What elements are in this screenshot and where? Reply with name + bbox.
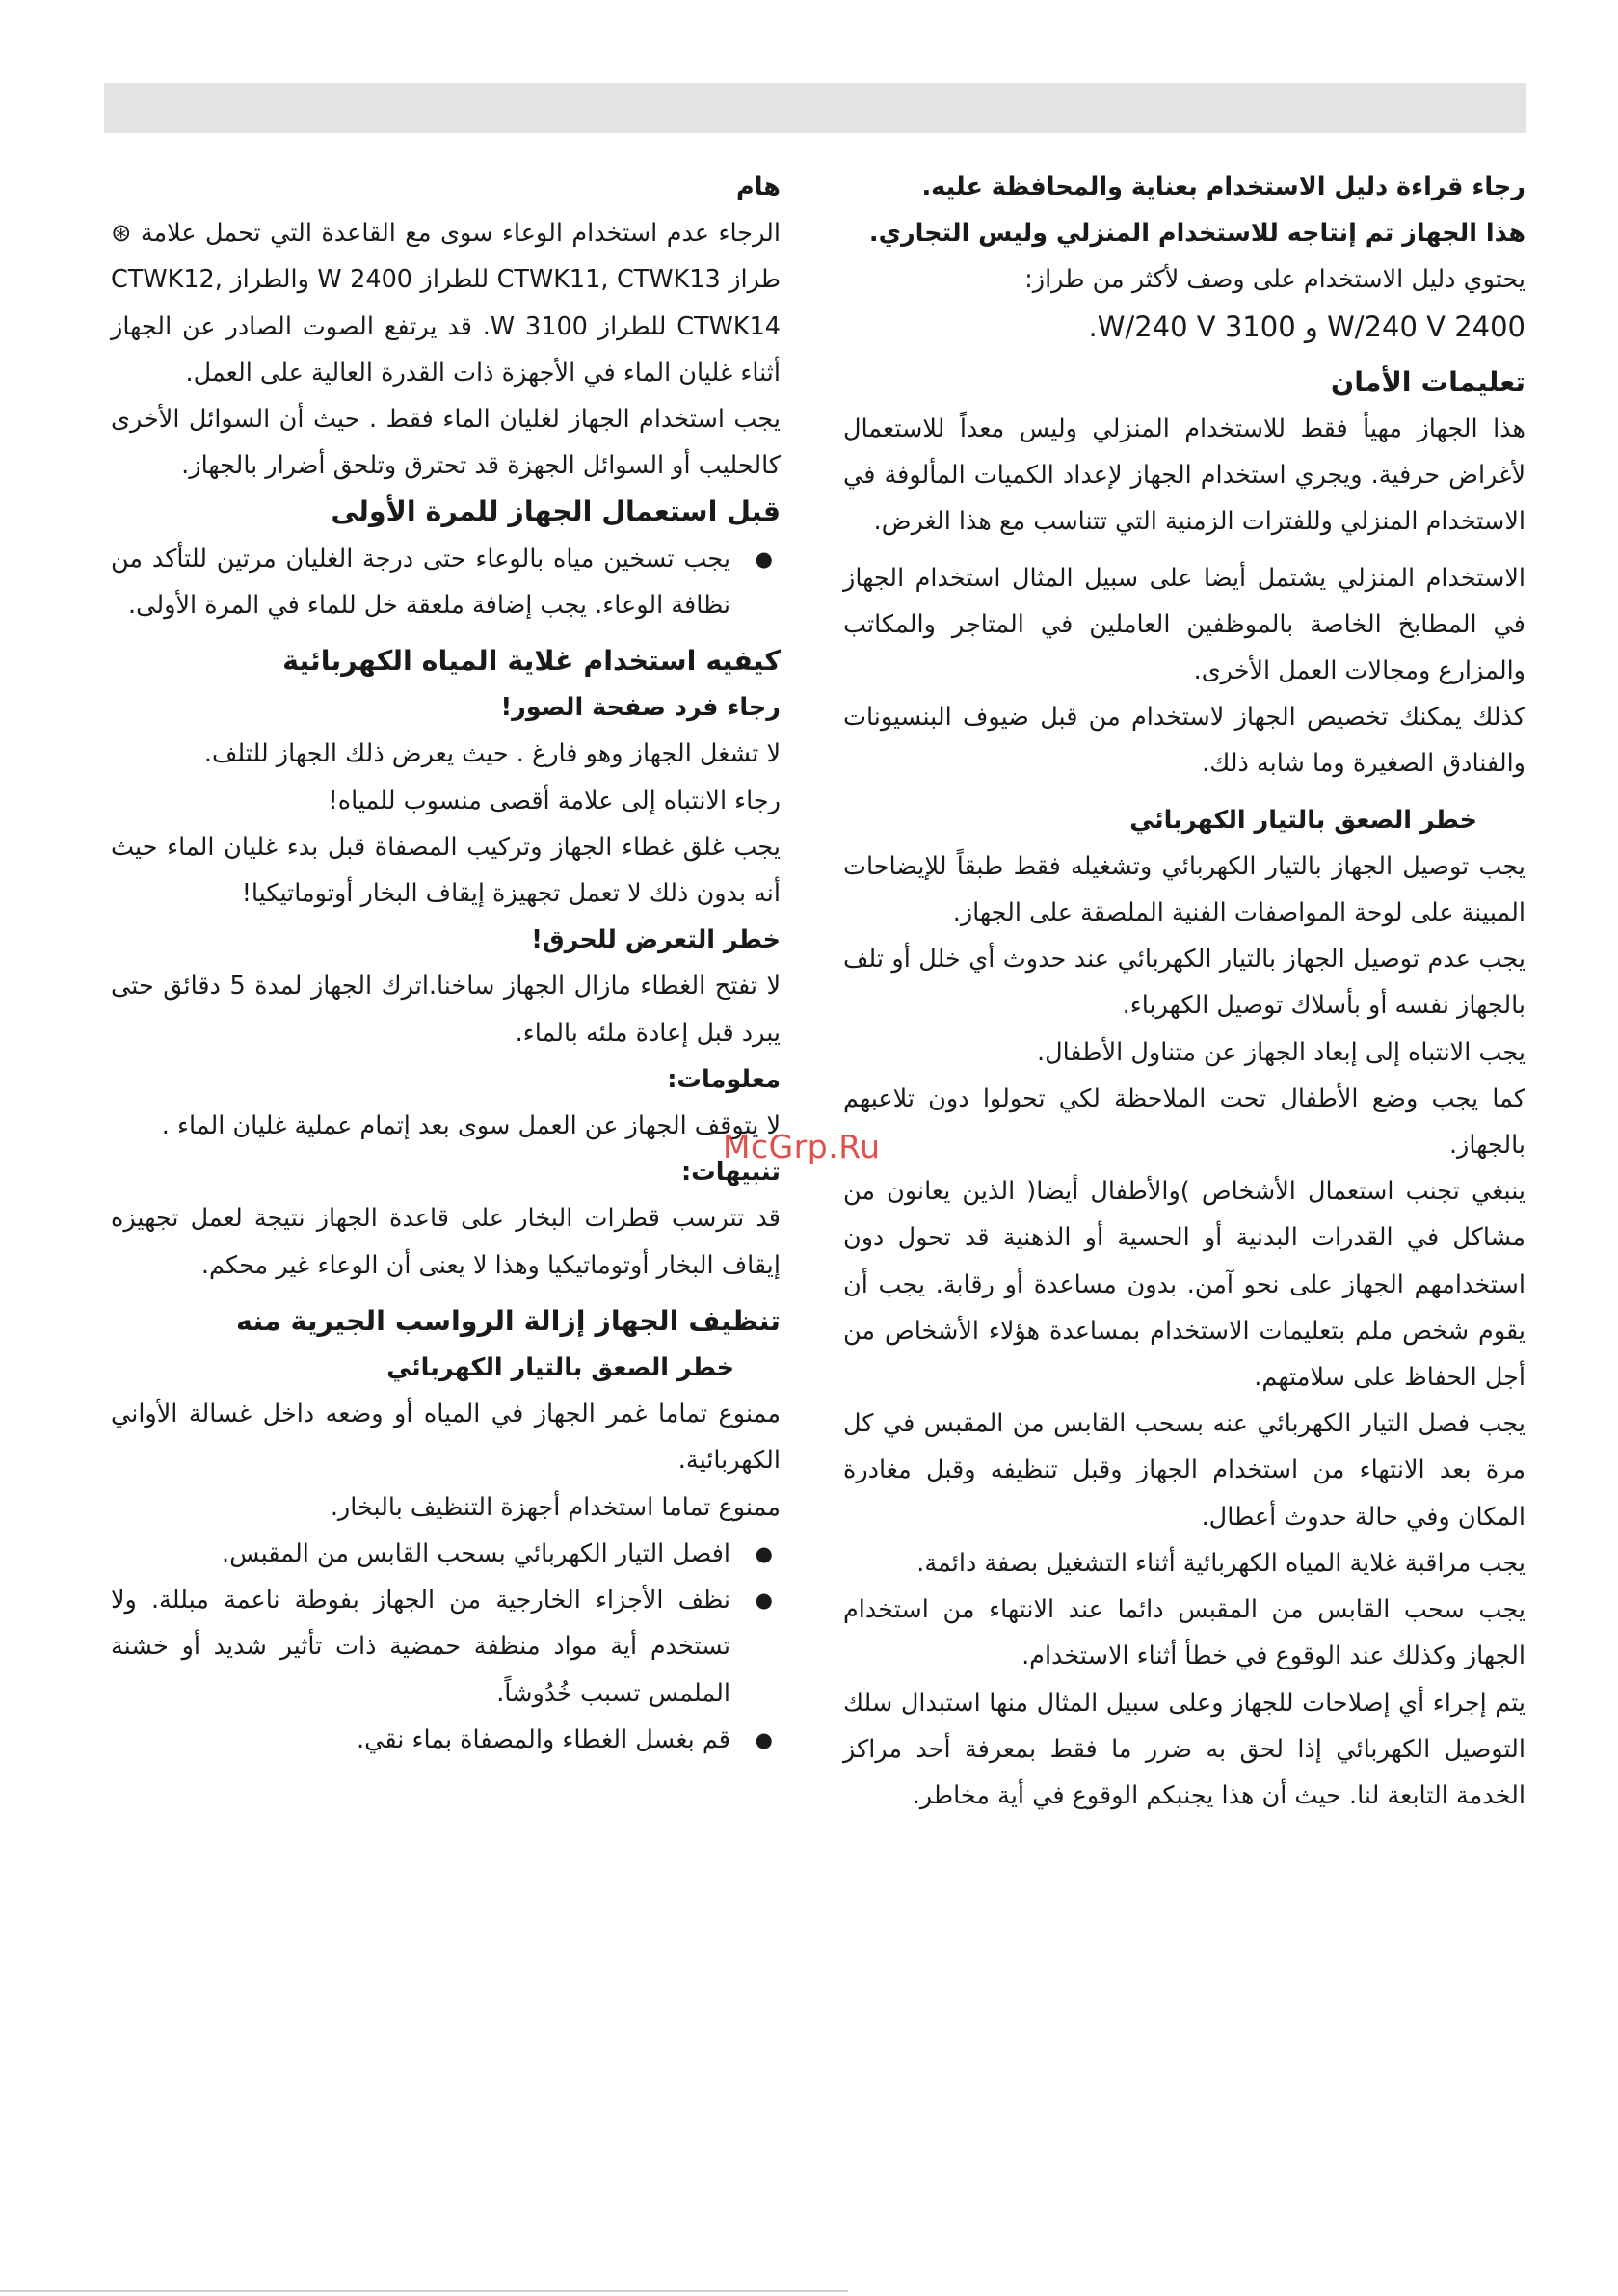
- burn-warning-title: خطر التعرض للحرق!: [531, 925, 781, 955]
- first-use-title: قبل استعمال الجهاز للمرة الأولى: [331, 495, 781, 528]
- intro-notice-1: رجاء قراءة دليل الاستخدام بعناية والمحافظة عليه.: [921, 173, 1525, 201]
- notes-title: تنبيهات:: [680, 1158, 781, 1188]
- safety-paragraph: الاستخدام المنزلي يشتمل أيضا على سبيل المثال استخدام الجهاز في المطابخ الخاصة بالموظفين العاملين في المتاجر والمكاتب والمزارع ومجالات العمل الأخرى.: [843, 563, 1525, 686]
- shock-paragraph: ينبغي تجنب استعمال الأشخاص )والأطفال أيضا( الذين يعانون من مشاكل في القدرات البدنية أو الحسية أو الذهنية قد تحول دون استخدامهم الجهاز على نحو آمن. بدون مساعدة أو رقابة. يجب أن يقوم شخص ملم بتعليمات الاستخدام بمساعدة هؤلاء الأشخاص من أجل الحفاظ على سلامتهم.: [843, 1177, 1525, 1393]
- howto-paragraph: يجب غلق غطاء الجهاز وتركيب المصفاة قبل بدء غليان الماء حيث أنه بدون ذلك لا تعمل تجهيزة إيقاف البخار أوتوماتيكيا!: [111, 832, 781, 909]
- cleaning-bullet: ● قم بغسل الغطاء والمصفاة بماء نقي.: [111, 1717, 781, 1763]
- important-paragraph: الرجاء عدم استخدام الوعاء سوى مع القاعدة التي تحمل علامة ⊛ طراز CTWK11, CTWK13 للطراز 2400 W والطراز CTWK12, CTWK14 للطراز 3100 W. قد يرتفع الصوت الصادر عن الجهاز أثناء غليان الماء في الأجهزة ذات القدرة العالية على العمل.: [111, 219, 782, 387]
- models-values: 2400 W/240 V و 3100 W/240 V.: [1088, 309, 1525, 343]
- howto-paragraph: لا تشغل الجهاز وهو فارغ . حيث يعرض ذلك الجهاز للتلف.: [203, 739, 781, 769]
- intro-notice-2: هذا الجهاز تم إنتاجه للاستخدام المنزلي وليس التجاري.: [868, 219, 1525, 249]
- left-column: [111, 164, 781, 1763]
- important-title: هام: [736, 173, 781, 201]
- right-column: [843, 164, 1525, 1819]
- header-bar: [104, 83, 1526, 133]
- cleaning-paragraph: ممنوع تماما غمر الجهاز في المياه أو وضعه داخل غسالة الأواني الكهربائية.: [111, 1400, 781, 1476]
- cleaning-bullet: ● افصل التيار الكهربائي بسحب القابس من المقبس.: [111, 1531, 781, 1577]
- shock-paragraph: يجب فصل التيار الكهربائي عنه بسحب القابس من المقبس في كل مرة بعد الانتهاء من استخدام الجهاز وقبل تنظيفه وقبل مغادرة المكان وفي حالة حدوث أعطال.: [843, 1409, 1525, 1532]
- cleaning-subtitle: خطر الصعق بالتيار الكهربائي: [386, 1353, 734, 1383]
- howto-title: كيفيه استخدام غلاية المياه الكهربائية: [282, 645, 781, 678]
- important-paragraph: يجب استخدام الجهاز لغليان الماء فقط . حيث أن السوائل الأخرى كالحليب أو السوائل الجهزة قد تحترق وتلحق أضرار بالجهاز.: [111, 405, 781, 481]
- safety-title: تعليمات الأمان: [1330, 365, 1525, 398]
- models-text: يحتوي دليل الاستخدام على وصف لأكثر من طراز:: [1024, 265, 1525, 295]
- watermark: McGrp.Ru: [723, 1128, 881, 1165]
- shock-paragraph: يجب مراقبة غلاية المياه الكهربائية أثناء التشغيل بصفة دائمة.: [916, 1548, 1525, 1578]
- shock-paragraph: يتم إجراء أي إصلاحات للجهاز وعلى سبيل المثال منها استبدال سلك التوصيل الكهربائي إذا لحق به ضرر ما فقط بمعرفة أحد مراكز الخدمة التابعة لنا. حيث أن هذا يجنبكم الوقوع في أية مخاطر.: [843, 1688, 1525, 1810]
- cleaning-paragraph: ممنوع تماما استخدام أجهزة التنظيف بالبخار.: [330, 1492, 781, 1522]
- bottom-divider: [0, 2290, 848, 2292]
- shock-title: خطر الصعق بالتيار الكهربائي: [1129, 805, 1477, 835]
- cleaning-title: تنظيف الجهاز إزالة الرواسب الجيرية منه: [236, 1304, 781, 1337]
- howto-paragraph: رجاء الانتباه إلى علامة أقصى منسوب للمياه!: [328, 786, 781, 815]
- burn-warning-paragraph: لا تفتح الغطاء مازال الجهاز ساخنا.اترك الجهاز لمدة 5 دقائق حتى يبرد قبل إعادة ملئه بالماء.: [111, 972, 782, 1048]
- notes-paragraph: قد تترسب قطرات البخار على قاعدة الجهاز نتيجة لعمل تجهيزه إيقاف البخار أوتوماتيكيا وهذا لا يعنى أن الوعاء غير محكم.: [111, 1204, 781, 1280]
- info-paragraph: لا يتوقف الجهاز عن العمل سوى بعد إتمام عملية غليان الماء .: [161, 1111, 781, 1141]
- cleaning-bullet: ● نظف الأجزاء الخارجية من الجهاز بفوطة ناعمة مبللة. ولا تستخدم أية مواد منظفة حمضية ذات تأثير شديد أو خشنة الملمس تسبب خُدُوشاً.: [111, 1577, 781, 1717]
- safety-paragraph: كذلك يمكنك تخصيص الجهاز لاستخدام من قبل ضيوف البنسيونات والفنادق الصغيرة وما شابه ذلك.: [843, 703, 1525, 779]
- shock-paragraph: كما يجب وضع الأطفال تحت الملاحظة لكي تحولوا دون تلاعبهم بالجهاز.: [843, 1083, 1525, 1161]
- info-title: معلومات:: [667, 1064, 781, 1094]
- shock-paragraph: يجب توصيل الجهاز بالتيار الكهربائي وتشغيله فقط طبقاً للإيضاحات المبينة على لوحة المواصفات الفنية الملصقة على الجهاز.: [843, 851, 1525, 928]
- safety-paragraph: هذا الجهاز مهيأ فقط للاستخدام المنزلي وليس معداً للاستعمال لأغراض حرفية. ويجري استخدام الجهاز لإعداد الكميات المألوفة في الاستخدام المنزلي وللفترات الزمنية التي تتناسب مع هذا الغرض.: [843, 414, 1525, 537]
- howto-subtitle: رجاء فرد صفحة الصور!: [500, 693, 781, 723]
- shock-paragraph: يجب الانتباه إلى إبعاد الجهاز عن متناول الأطفال.: [1037, 1037, 1525, 1067]
- first-use-bullet: ● يجب تسخين مياه بالوعاء حتى درجة الغليان مرتين للتأكد من نظافة الوعاء. يجب إضافة ملعقة خل للماء في المرة الأولى.: [111, 536, 781, 628]
- shock-paragraph: يجب عدم توصيل الجهاز بالتيار الكهربائي عند حدوث أي خلل أو تلف بالجهاز نفسه أو بأسلاك توصيل الكهرباء.: [843, 945, 1525, 1021]
- shock-paragraph: يجب سحب القابس من المقبس دائما عند الانتهاء من استخدام الجهاز وكذلك عند الوقوع في خطأ أثناء الاستخدام.: [843, 1595, 1525, 1671]
